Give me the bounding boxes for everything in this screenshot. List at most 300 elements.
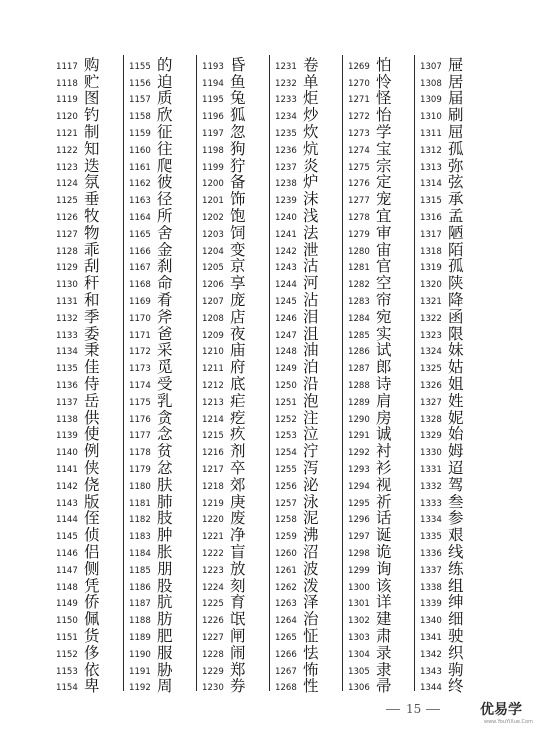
- entry-character: 炒: [303, 106, 319, 125]
- table-row: [198, 290, 270, 307]
- table-row: [344, 206, 416, 223]
- entry-number: 1325: [420, 364, 442, 375]
- entry-character: 宙: [376, 240, 392, 259]
- table-row: [416, 542, 488, 559]
- entry-number: 1156: [129, 78, 151, 89]
- entry-number: 1317: [420, 229, 442, 240]
- entry-number: 1230: [202, 683, 224, 694]
- entry-character: 法: [303, 223, 319, 242]
- entry-number: 1166: [129, 246, 151, 257]
- entry-number: 1133: [56, 330, 78, 341]
- table-row: [52, 240, 124, 257]
- entry-number: 1169: [129, 296, 151, 307]
- entry-number: 1179: [129, 464, 151, 475]
- entry-character: 宝: [376, 139, 392, 158]
- entry-character: 绅: [448, 593, 464, 612]
- entry-number: 1170: [129, 313, 151, 324]
- entry-number: 1236: [275, 145, 297, 156]
- entry-character: 忿: [157, 458, 173, 477]
- entry-number: 1282: [348, 280, 370, 291]
- table-row: [271, 391, 343, 408]
- entry-number: 1232: [275, 78, 297, 89]
- entry-character: 肮: [157, 593, 173, 612]
- entry-character: 承: [448, 190, 464, 209]
- table-row: [52, 89, 124, 106]
- entry-character: 郎: [376, 358, 392, 377]
- entry-character: 沫: [303, 190, 319, 209]
- table-row: [271, 559, 343, 576]
- entry-character: 制: [84, 122, 100, 141]
- entry-character: 怔: [303, 626, 319, 645]
- entry-number: 1161: [129, 162, 151, 173]
- entry-character: 备: [230, 173, 246, 192]
- entry-number: 1204: [202, 246, 224, 257]
- table-row: [271, 660, 343, 677]
- table-row: [52, 324, 124, 341]
- entry-character: 乖: [84, 240, 100, 259]
- entry-number: 1246: [275, 313, 297, 324]
- entry-number: 1200: [202, 179, 224, 190]
- table-row: [271, 257, 343, 274]
- entry-character: 怯: [303, 643, 319, 662]
- table-row: [125, 408, 197, 425]
- table-row: [416, 324, 488, 341]
- table-row: [344, 72, 416, 89]
- entry-character: 饱: [230, 206, 246, 225]
- table-row: [344, 290, 416, 307]
- entry-character: 侧: [84, 559, 100, 578]
- column-5: [344, 55, 416, 696]
- entry-number: 1144: [56, 515, 78, 526]
- entry-number: 1206: [202, 280, 224, 291]
- entry-number: 1256: [275, 481, 297, 492]
- table-row: [416, 223, 488, 240]
- entry-number: 1164: [129, 212, 151, 223]
- entry-number: 1254: [275, 448, 297, 459]
- entry-character: 学: [376, 122, 392, 141]
- entry-character: 变: [230, 240, 246, 259]
- entry-character: 叁: [448, 492, 464, 511]
- entry-character: 胁: [157, 660, 173, 679]
- table-row: [344, 89, 416, 106]
- entry-character: 沿: [303, 374, 319, 393]
- table-row: [125, 425, 197, 442]
- table-row: [344, 542, 416, 559]
- entry-number: 1323: [420, 330, 442, 341]
- entry-number: 1271: [348, 95, 370, 106]
- entry-character: 育: [230, 593, 246, 612]
- entry-character: 组: [448, 576, 464, 595]
- entry-number: 1341: [420, 632, 442, 643]
- table-row: [52, 72, 124, 89]
- table-row: [344, 525, 416, 545]
- entry-number: 1199: [202, 162, 224, 173]
- entry-character: 织: [448, 643, 464, 662]
- entry-character: 闹: [230, 643, 246, 662]
- entry-character: 周: [157, 677, 173, 696]
- entry-number: 1330: [420, 448, 442, 459]
- table-row: [198, 458, 270, 475]
- entry-number: 1188: [129, 616, 151, 627]
- entry-character: 刮: [84, 257, 100, 276]
- table-row: [344, 189, 416, 209]
- table-row: [125, 391, 197, 408]
- entry-number: 1215: [202, 431, 224, 442]
- entry-character: 泞: [303, 442, 319, 461]
- entry-character: 审: [376, 223, 392, 242]
- table-row: [271, 341, 343, 358]
- table-row: [416, 105, 488, 125]
- table-row: [125, 576, 197, 593]
- entry-number: 1157: [129, 95, 151, 106]
- entry-number: 1295: [348, 498, 370, 509]
- table-row: [125, 290, 197, 307]
- entry-character: 秆: [84, 274, 100, 293]
- entry-number: 1141: [56, 464, 78, 475]
- entry-number: 1117: [56, 61, 78, 72]
- entry-number: 1221: [202, 532, 224, 543]
- entry-character: 函: [448, 307, 464, 326]
- table-row: [344, 240, 416, 257]
- table-row: [52, 542, 124, 559]
- table-row: [125, 206, 197, 223]
- entry-number: 1148: [56, 582, 78, 593]
- watermark-text: 优易学: [480, 702, 522, 718]
- entry-number: 1339: [420, 599, 442, 610]
- table-row: [344, 341, 416, 358]
- entry-number: 1327: [420, 397, 442, 408]
- table-row: [52, 156, 124, 173]
- entry-number: 1209: [202, 330, 224, 341]
- entry-number: 1239: [275, 196, 297, 207]
- table-row: [198, 609, 270, 629]
- entry-number: 1324: [420, 347, 442, 358]
- entry-character: 氛: [84, 173, 100, 192]
- entry-character: 知: [84, 139, 100, 158]
- table-row: [416, 72, 488, 89]
- table-row: [344, 408, 416, 425]
- entry-character: 沮: [303, 324, 319, 343]
- table-row: [416, 559, 488, 576]
- entry-number: 1193: [202, 61, 224, 72]
- entry-character: 朋: [157, 559, 173, 578]
- table-row: [125, 677, 197, 694]
- entry-character: 庙: [230, 341, 246, 360]
- entry-character: 货: [84, 626, 100, 645]
- entry-number: 1228: [202, 649, 224, 660]
- entry-number: 1180: [129, 481, 151, 492]
- table-row: [271, 609, 343, 629]
- table-row: [198, 173, 270, 190]
- entry-number: 1159: [129, 128, 151, 139]
- table-row: [344, 223, 416, 240]
- table-row: [271, 441, 343, 461]
- entry-character: 诚: [376, 425, 392, 444]
- entry-character: 侦: [84, 526, 100, 545]
- table-row: [271, 89, 343, 106]
- entry-character: 详: [376, 593, 392, 612]
- entry-number: 1268: [275, 683, 297, 694]
- table-row: [271, 324, 343, 341]
- table-row: [198, 55, 270, 72]
- entry-character: 侥: [84, 475, 100, 494]
- table-row: [52, 559, 124, 576]
- entry-character: 例: [84, 442, 100, 461]
- entry-character: 泌: [303, 475, 319, 494]
- entry-number: 1241: [275, 229, 297, 240]
- entry-number: 1163: [129, 196, 151, 207]
- entry-number: 1264: [275, 616, 297, 627]
- entry-character: 剂: [230, 442, 246, 461]
- table-row: [52, 307, 124, 324]
- entry-number: 1214: [202, 414, 224, 425]
- entry-number: 1344: [420, 683, 442, 694]
- entry-character: 迭: [84, 156, 100, 175]
- entry-character: 诗: [376, 374, 392, 393]
- entry-number: 1218: [202, 481, 224, 492]
- entry-number: 1216: [202, 448, 224, 459]
- column-divider: [342, 55, 343, 691]
- table-row: [125, 105, 197, 125]
- entry-character: 询: [376, 559, 392, 578]
- entry-character: 狐: [230, 106, 246, 125]
- table-row: [52, 425, 124, 442]
- entry-number: 1240: [275, 212, 297, 223]
- entry-character: 贮: [84, 72, 100, 91]
- entry-number: 1288: [348, 380, 370, 391]
- entry-number: 1312: [420, 145, 442, 156]
- entry-character: 诞: [376, 526, 392, 545]
- entry-character: 怡: [376, 106, 392, 125]
- table-row: [125, 240, 197, 257]
- entry-character: 盲: [230, 542, 246, 561]
- entry-number: 1333: [420, 498, 442, 509]
- entry-character: 肺: [157, 492, 173, 511]
- entry-character: 沾: [303, 290, 319, 309]
- entry-character: 刻: [230, 576, 246, 595]
- entry-character: 废: [230, 509, 246, 528]
- table-row: [416, 122, 488, 139]
- entry-character: 命: [157, 274, 173, 293]
- table-row: [416, 273, 488, 293]
- entry-character: 股: [157, 576, 173, 595]
- entry-character: 泣: [303, 425, 319, 444]
- entry-number: 1247: [275, 330, 297, 341]
- entry-character: 驾: [448, 475, 464, 494]
- entry-number: 1315: [420, 196, 442, 207]
- entry-number: 1196: [202, 112, 224, 123]
- entry-number: 1142: [56, 481, 78, 492]
- entry-character: 垂: [84, 190, 100, 209]
- footer-dash-right: [426, 709, 440, 710]
- entry-number: 1283: [348, 296, 370, 307]
- table-row: [198, 324, 270, 341]
- table-row: [344, 677, 416, 694]
- entry-number: 1319: [420, 263, 442, 274]
- table-row: [52, 408, 124, 425]
- entry-number: 1152: [56, 649, 78, 660]
- entry-number: 1233: [275, 95, 297, 106]
- entry-number: 1176: [129, 414, 151, 425]
- entry-character: 斧: [157, 307, 173, 326]
- entry-character: 练: [448, 559, 464, 578]
- entry-character: 建: [376, 610, 392, 629]
- entry-character: 券: [230, 677, 246, 696]
- entry-character: 沼: [303, 542, 319, 561]
- entry-number: 1197: [202, 128, 224, 139]
- entry-number: 1277: [348, 196, 370, 207]
- entry-number: 1273: [348, 128, 370, 139]
- entry-number: 1118: [56, 78, 78, 89]
- entry-character: 佩: [84, 610, 100, 629]
- entry-number: 1243: [275, 263, 297, 274]
- table-row: [198, 357, 270, 377]
- entry-character: 终: [448, 677, 464, 696]
- entry-number: 1160: [129, 145, 151, 156]
- table-row: [271, 290, 343, 307]
- entry-number: 1202: [202, 212, 224, 223]
- entry-number: 1335: [420, 532, 442, 543]
- table-row: [52, 593, 124, 610]
- table-row: [198, 475, 270, 492]
- table-row: [125, 307, 197, 324]
- entry-character: 录: [376, 643, 392, 662]
- entry-number: 1318: [420, 246, 442, 257]
- table-row: [125, 626, 197, 643]
- entry-character: 屈: [448, 122, 464, 141]
- table-row: [416, 307, 488, 324]
- entry-character: 弥: [448, 156, 464, 175]
- entry-number: 1234: [275, 112, 297, 123]
- entry-number: 1138: [56, 414, 78, 425]
- entry-number: 1132: [56, 313, 78, 324]
- entry-character: 注: [303, 408, 319, 427]
- entry-character: 闸: [230, 626, 246, 645]
- table-row: [52, 492, 124, 509]
- entry-number: 1147: [56, 565, 78, 576]
- entry-number: 1211: [202, 364, 224, 375]
- table-row: [416, 425, 488, 442]
- entry-number: 1178: [129, 448, 151, 459]
- entry-character: 府: [230, 358, 246, 377]
- entry-character: 降: [448, 290, 464, 309]
- entry-number: 1182: [129, 515, 151, 526]
- entry-number: 1290: [348, 414, 370, 425]
- entry-number: 1151: [56, 632, 78, 643]
- entry-number: 1187: [129, 599, 151, 610]
- entry-number: 1191: [129, 666, 151, 677]
- entry-character: 底: [230, 374, 246, 393]
- table-row: [271, 374, 343, 391]
- entry-character: 迫: [157, 72, 173, 91]
- table-row: [416, 290, 488, 307]
- table-row: [198, 525, 270, 545]
- entry-number: 1337: [420, 565, 442, 576]
- table-row: [198, 122, 270, 139]
- entry-number: 1332: [420, 481, 442, 492]
- entry-character: 宗: [376, 156, 392, 175]
- table-row: [271, 206, 343, 223]
- entry-number: 1291: [348, 431, 370, 442]
- entry-number: 1336: [420, 548, 442, 559]
- entry-character: 氓: [230, 610, 246, 629]
- table-row: [344, 357, 416, 377]
- entry-character: 物: [84, 223, 100, 242]
- table-row: [344, 492, 416, 509]
- entry-number: 1284: [348, 313, 370, 324]
- entry-character: 治: [303, 610, 319, 629]
- entry-character: 肩: [376, 391, 392, 410]
- entry-character: 届: [448, 89, 464, 108]
- entry-character: 驶: [448, 626, 464, 645]
- entry-number: 1279: [348, 229, 370, 240]
- table-row: [271, 576, 343, 593]
- table-row: [344, 626, 416, 643]
- table-row: [125, 509, 197, 526]
- entry-number: 1262: [275, 582, 297, 593]
- entry-character: 怖: [303, 660, 319, 679]
- table-row: [125, 542, 197, 559]
- entry-character: 贫: [157, 442, 173, 461]
- entry-number: 1235: [275, 128, 297, 139]
- entry-character: 店: [230, 307, 246, 326]
- entry-number: 1314: [420, 179, 442, 190]
- table-row: [416, 609, 488, 629]
- entry-number: 1253: [275, 431, 297, 442]
- entry-number: 1220: [202, 515, 224, 526]
- entry-character: 往: [157, 139, 173, 158]
- column-3: [198, 55, 270, 696]
- entry-number: 1143: [56, 498, 78, 509]
- entry-number: 1205: [202, 263, 224, 274]
- entry-character: 肢: [157, 509, 173, 528]
- entry-number: 1334: [420, 515, 442, 526]
- table-row: [271, 55, 343, 72]
- entry-character: 宠: [376, 190, 392, 209]
- entry-number: 1165: [129, 229, 151, 240]
- entry-number: 1140: [56, 448, 78, 459]
- entry-character: 艰: [448, 526, 464, 545]
- entry-character: 帘: [376, 290, 392, 309]
- table-row: [344, 559, 416, 576]
- entry-number: 1289: [348, 397, 370, 408]
- entry-character: 饲: [230, 223, 246, 242]
- entry-character: 庚: [230, 492, 246, 511]
- table-row: [198, 509, 270, 526]
- entry-number: 1269: [348, 61, 370, 72]
- entry-number: 1123: [56, 162, 78, 173]
- entry-number: 1298: [348, 548, 370, 559]
- entry-character: 爬: [157, 156, 173, 175]
- table-row: [416, 677, 488, 694]
- table-row: [198, 593, 270, 610]
- entry-character: 牧: [84, 206, 100, 225]
- table-row: [52, 122, 124, 139]
- table-row: [52, 374, 124, 391]
- entry-number: 1249: [275, 364, 297, 375]
- entry-character: 泊: [303, 358, 319, 377]
- entry-character: 饰: [230, 190, 246, 209]
- entry-character: 炕: [303, 139, 319, 158]
- table-row: [52, 139, 124, 156]
- entry-number: 1326: [420, 380, 442, 391]
- entry-number: 1121: [56, 128, 78, 139]
- entry-number: 1278: [348, 212, 370, 223]
- entry-number: 1195: [202, 95, 224, 106]
- entry-number: 1297: [348, 532, 370, 543]
- entry-number: 1302: [348, 616, 370, 627]
- table-row: [344, 257, 416, 274]
